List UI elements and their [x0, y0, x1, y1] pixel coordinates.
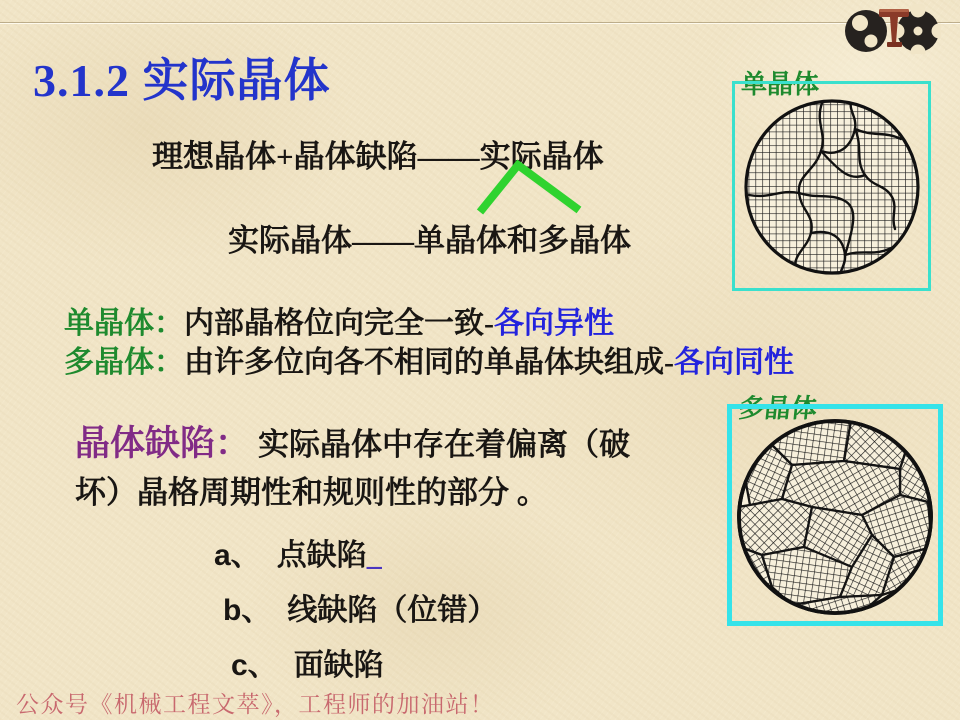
page-title: 3.1.2 实际晶体 [33, 55, 331, 106]
single-crystal-diagram [735, 84, 928, 288]
item-letter-b: b、 [223, 594, 272, 627]
figure-label-single-crystal: 单晶体 [741, 69, 820, 99]
item-text-point-defect: 点缺陷 [276, 539, 367, 572]
flow-line-real-crystal: 实际晶体——单晶体和多晶体 [228, 223, 631, 258]
defect-item-plane [231, 640, 384, 684]
flow-line-ideal-plus-defect: 理想晶体+晶体缺陷——实际晶体 [152, 139, 604, 174]
item-letter-a: a、 [214, 539, 261, 572]
term-single-crystal: 单晶体： [64, 307, 184, 340]
defect-item-point [214, 530, 382, 574]
underscore-mark: _ [366, 539, 382, 572]
keyword-isotropy: 各向同性 [674, 346, 794, 379]
definition-poly-crystal [64, 337, 794, 381]
mechanical-engineering-logo [843, 4, 941, 54]
branch-connector-icon [468, 156, 586, 220]
item-text-plane-defect: 面缺陷 [293, 649, 384, 682]
poly-crystal-diagram [732, 409, 938, 621]
figure-poly-crystal [727, 404, 943, 626]
term-crystal-defect: 晶体缺陷： [75, 424, 251, 463]
definition-poly-text: 由许多位向各不相同的单晶体块组成- [184, 346, 674, 379]
item-letter-c: c、 [231, 649, 278, 682]
defect-item-line [223, 585, 497, 629]
term-poly-crystal: 多晶体： [64, 346, 184, 379]
defects-text-line2: 坏）晶格周期性和规则性的部分 。 [75, 475, 548, 510]
gears-anvil-icon [843, 4, 941, 54]
figure-label-poly-crystal: 多晶体 [737, 393, 819, 423]
item-text-line-defect: 线缺陷（位错） [287, 594, 498, 627]
footer-credit: 公众号《机械工程文萃》，工程师的加油站！ [16, 692, 495, 717]
defects-paragraph [75, 420, 685, 517]
top-divider [0, 22, 960, 24]
definition-single-crystal [64, 298, 614, 342]
defects-text-line1: 实际晶体中存在着偏离（破 [258, 427, 631, 462]
figure-single-crystal [732, 81, 931, 291]
definition-single-text: 内部晶格位向完全一致- [184, 307, 494, 340]
keyword-anisotropy: 各向异性 [494, 307, 614, 340]
